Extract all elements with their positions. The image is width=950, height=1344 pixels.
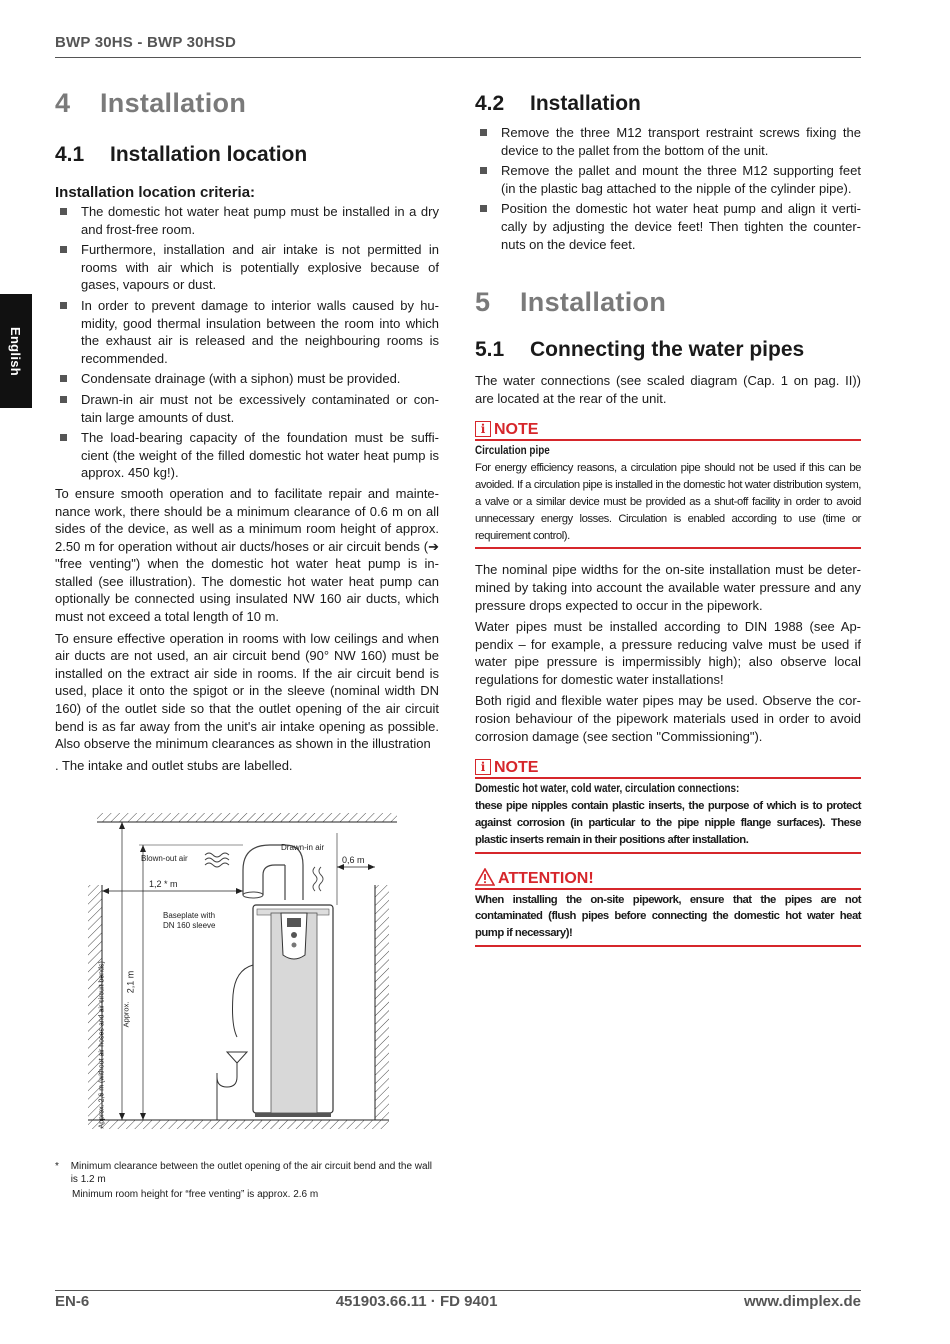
attention-body: [475, 890, 861, 947]
list-item: The load-bearing capacity of the foundation must be suffi-cient (the weight of the filled domestic hot water heat pump is approx. 450 kg!).: [55, 429, 439, 482]
chapter-title: Installation: [100, 88, 247, 118]
list-item: Remove the pallet and mount the three M12 supporting feet (in the plastic bag attached to the nipple of the cylinder pipe).: [475, 162, 861, 197]
footnote-row: [55, 1188, 439, 1201]
list-item: In order to prevent damage to interior walls caused by hu-midity, good thermal insulation between the room into which the exhaust air is released and the neighbouring rooms is recommended.: [55, 297, 439, 367]
bullet-square-icon: [60, 302, 67, 309]
stubs-paragraph: . The intake and outlet stubs are labelled.: [55, 757, 293, 773]
footnote-line2: Minimum room height for “free venting” is approx. 2.6 m: [72, 1189, 319, 1200]
rigid-pipes-paragraph: Both rigid and flexible water pipes may be used. Observe the cor-rosion behaviour of the pipework materials used in order to avoid corrosion damage (see section "Commissioning").: [475, 693, 861, 744]
list-item: Condensate drainage (with a siphon) must be provided.: [55, 370, 439, 388]
water-connections-paragraph: The water connections (see scaled diagram (Cap. 1 on pag. II)) are located at the rear of the unit.: [475, 373, 861, 406]
bullet-square-icon: [60, 396, 67, 403]
list-item: Position the domestic hot water heat pump and align it verti-cally by adjusting the device feet! Then tighten the counter-nuts on the device feet.: [475, 200, 861, 253]
section-4-1-heading: [55, 143, 439, 167]
bullet-square-icon: [480, 167, 487, 174]
note-inserts-header: [475, 759, 861, 779]
attention-text: When installing the on-site pipework, ensure that the pipes are not contaminated (flush pipes before connecting the domestic hot water heat pump if necessary)!: [475, 893, 861, 940]
bullet-square-icon: [60, 434, 67, 441]
left-column: [55, 88, 439, 778]
list-item: Remove the three M12 transport restraint screws fixing the device to the pallet from the bottom of the unit.: [475, 124, 861, 159]
page-number: EN-6: [55, 1293, 90, 1310]
note-subtitle: Domestic hot water, cold water, circulation connections:: [475, 783, 740, 796]
footnote-row: [55, 1160, 439, 1186]
siphon-funnel: [227, 1052, 247, 1063]
chapter-4-heading: [55, 88, 439, 119]
section-number: 4.1: [55, 143, 85, 166]
right-column: [475, 88, 861, 957]
list-item: Furthermore, installation and air intake is not permitted in rooms with air which is potentially explosive because of gases, vapours or dust.: [55, 241, 439, 294]
floor-hatch: [88, 1120, 389, 1129]
height-value-label: 2,1 m: [125, 970, 136, 994]
side-clearance-label: 0,6 m: [342, 855, 365, 865]
criteria-subheading: Installation location criteria:: [55, 184, 256, 201]
note-circulation-body: [475, 441, 861, 549]
drawn-in-air-label: Drawn-in air: [281, 843, 325, 852]
bullet-square-icon: [480, 205, 487, 212]
language-tab-label: English: [8, 326, 24, 376]
din-paragraph: Water pipes must be installed according to DIN 1988 (see Ap-pendix – for example, a pressure reducing valve must be used if water pipe pressure is impermissibly high); also observe local regulations for domestic water installations!: [475, 619, 861, 687]
note-label: NOTE: [494, 759, 539, 777]
installation-diagram: [85, 805, 415, 1150]
bullet-square-icon: [60, 208, 67, 215]
chapter-5-heading: [475, 287, 861, 318]
chapter-title: Installation: [520, 287, 667, 318]
warning-triangle-icon: [475, 868, 495, 886]
baseplate-label-line2: DN 160 sleeve: [163, 921, 216, 930]
attention-label: ATTENTION!: [498, 869, 594, 887]
blown-out-air-label: Blown-out air: [141, 854, 188, 863]
list-item: The domestic hot water heat pump must be installed in a dry and frost-free room.: [55, 203, 439, 238]
note-subtitle: Circulation pipe: [475, 445, 550, 458]
section-title: Connecting the water pipes: [530, 338, 805, 362]
criteria-list: [55, 203, 439, 482]
note-inserts-body: [475, 779, 861, 853]
bullet-square-icon: [60, 375, 67, 382]
ceiling-hatch: [97, 813, 397, 822]
footnote-line1: Minimum clearance between the outlet opening of the air circuit bend and the wall is 1.2 m: [70, 1161, 433, 1185]
header-title: BWP 30HS - BWP 30HSD: [55, 34, 236, 51]
page-footer: [55, 1290, 861, 1310]
bullet-square-icon: [480, 129, 487, 136]
height-approx-label: Approx.: [121, 1001, 131, 1028]
chapter-number: 4: [55, 88, 71, 118]
diagram-footnote: [55, 1160, 439, 1203]
note-text: these pipe nipples contain plastic inserts, the purpose of which is to protect against corrosion (in particular to the pipe nipple flange surfaces). These plastic inserts remain in their positions after installation.: [475, 800, 861, 846]
section-number: 4.2: [475, 92, 505, 115]
page-header: [55, 34, 861, 58]
note-circulation-header: [475, 421, 861, 441]
clearance-paragraph: To ensure smooth operation and to facilitate repair and mainte-nance work, there should be a minimum clearance of 0.6 m on all sides of the device, as well as a minimum room height of approx. 2.50 m for operation without air ducts/hoses or air circuit bends (➔ "free venting") when the domestic hot water heat pump is in-stalled (see illustration). The domestic hot water heat pump can optionally be connected using insulated NW 160 air ducts, which must not exceed a total length of 10 m.: [55, 485, 439, 625]
air-bend-paragraph: To ensure effective operation in rooms with low ceilings and when air ducts are not used, an air circuit bend (90° NW 160) must be installed on the extract air side in rooms. If the air circuit bend is used, place it onto the spigot or in the sleeve (nominal width DN 160) of the outlet side so that the outlet opening of the air circuit bend is as far away from the unit's air intake opening as possible. Also observe the minimum clearances as shown in the illustration: [55, 630, 439, 752]
footnote-star: *: [55, 1161, 59, 1172]
website-url: www.dimplex.de: [744, 1293, 861, 1310]
right-wall-hatch: [375, 885, 389, 1120]
installation-steps-list: [475, 124, 861, 253]
section-5-1-heading: [475, 338, 861, 362]
baseplate-label: Baseplate with: [163, 911, 216, 920]
note-text: For energy efficiency reasons, a circulation pipe should not be used if this can be avoided. If a circulation pipe is installed in the domestic hot water distribution system, a valve or a similar device must be provided as a shut-off facility in order to avoid unnecessary energy losses. Circulation is enabled according to use (time or requirement control).: [475, 462, 861, 542]
info-icon: i: [475, 759, 491, 775]
full-height-label: Approx. 2,6 m (without air hoses and air circuit bends): [98, 961, 106, 1129]
section-title: Installation: [530, 92, 641, 115]
info-icon: i: [475, 421, 491, 437]
section-title: Installation location: [110, 143, 308, 166]
note-label: NOTE: [494, 421, 539, 439]
wall-clearance-label: 1,2 * m: [149, 879, 178, 889]
chapter-number: 5: [475, 287, 491, 318]
bullet-square-icon: [60, 246, 67, 253]
section-4-2-heading: [475, 92, 861, 116]
document-number: 451903.66.11 · FD 9401: [335, 1293, 498, 1310]
attention-header: [475, 870, 861, 890]
language-tab: [0, 294, 32, 408]
section-number: 5.1: [475, 338, 505, 362]
list-item: Drawn-in air must not be excessively contaminated or con-tain large amounts of dust.: [55, 391, 439, 426]
pipe-widths-paragraph: The nominal pipe widths for the on-site installation must be deter-mined by taking into account the available water pressure and any pressure drops expected to occur in the pipework.: [475, 562, 861, 613]
